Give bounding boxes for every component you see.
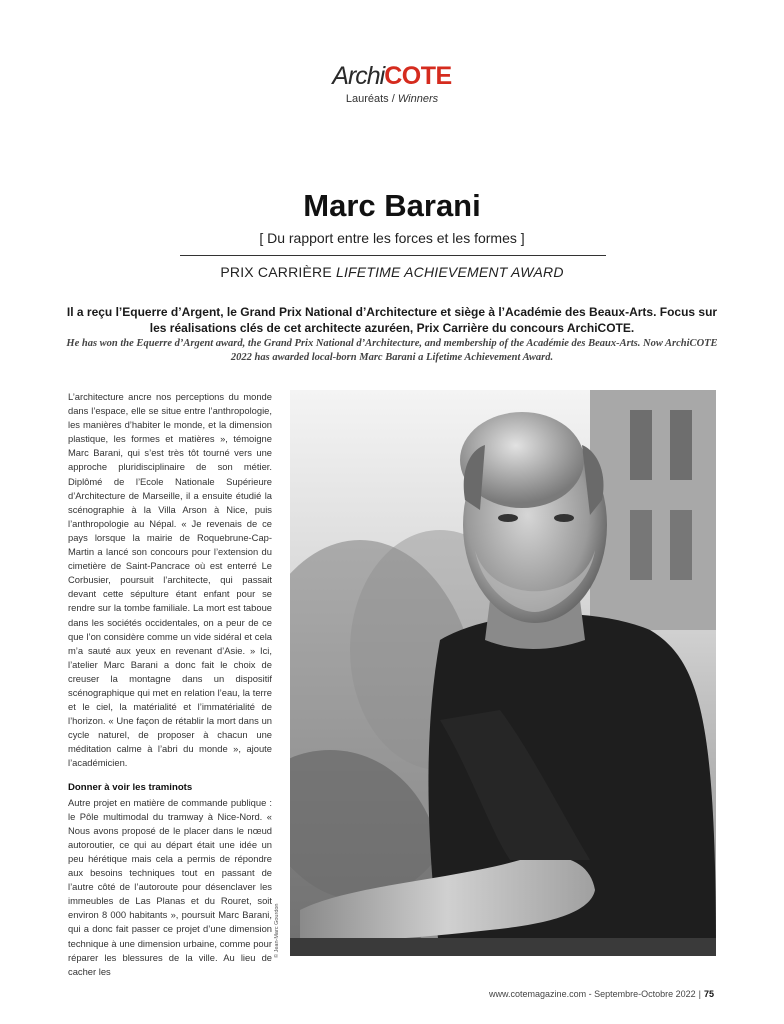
article-body-column [68, 390, 272, 979]
award-fr: PRIX CARRIÈRE [220, 264, 332, 280]
footer-site-link[interactable]: www.cotemagazine.com [489, 989, 587, 999]
section-label [0, 93, 784, 105]
body-paragraph-1: L’architecture ancre nos perceptions du monde dans l’espace, elle se situe entre l’anthropologie, les manières d’habiter le monde, et la dimension plastique, les formes et matières », témoigne Marc Barani, qui s’est très tôt tourné vers une approche pluridisciplinaire de son métier. Diplômé de l’Ecole Nationale Supérieure d’Architecture de Marseille, il a ensuite étudié la scénographie à la Villa Arson à Nice, puis l’anthropologie au Népal. « Je revenais de ce pays lorsque la mairie de Roquebrune-Cap-Martin a lancé son concours pour l’extension du cimetière de Saint-Pancrace où est enterré Le Corbusier, poursuit l’architecte, qui passait devant cette sépulture étant enfant pour se rendre sur la tombe familiale. La mort est taboue dans les sociétés occidentales, on a peur de ce que l’on considère comme un vide sidéral et cela m’a sauté aux yeux en revenant d’Asie. » Ici, l’atelier Marc Barani a donc fait le choix de creuser la montagne dans un dispositif scénographique qui met en relation l’eau, la terre et le ciel, la matérialité et l’immatérialité de l’horizon. « Une façon de rétablir la mort dans un cycle naturel, de proposer à chacun une méditation calme à l’abri du monde », ajoute l’académicien. [68, 391, 272, 769]
footer-separator: | [698, 989, 701, 999]
award-line [0, 264, 784, 280]
article-title: Marc Barani [303, 188, 481, 223]
intro-english: He has won the Equerre d’Argent award, the Grand Prix National d’Architecture, and membership of the Académie des Beaux-Arts. Now ArchiCOTE 2022 has awarded local-born Marc Barani a Lifetime Achievement Award. [66, 338, 718, 363]
body-subheading: Donner à voir les traminots [68, 781, 193, 793]
portrait-photo-graphic [290, 390, 716, 956]
logo-archi-text: Archi [332, 62, 385, 90]
portrait-photo [290, 390, 716, 956]
page-footer [489, 989, 714, 999]
logo-cote-text: COTE [384, 62, 452, 90]
section-label-fr: Lauréats [345, 93, 389, 105]
archicote-logo [0, 64, 784, 89]
page-number: 75 [703, 989, 714, 999]
section-label-sep: / [388, 93, 398, 105]
body-paragraph-2: Autre projet en matière de commande publique : le Pôle multimodal du tramway à Nice-Nord. « Nous avons proposé de le placer dans le nœud autoroutier, ce qui au départ était une idée un peu hérétique mais cela a permis de répondre aux besoins techniques tout en passant de l’autre côté de l’autoroute pour désenclaver les immeubles de Las Planas et du Rouret, soit environ 8 000 habitants », poursuit Marc Barani, qui a donc fait passer ce projet d’une dimension technique à une dimension urbaine, comme pour réparer les blessures de la ville. Au lieu de cacher les [68, 796, 272, 977]
title-divider [180, 255, 606, 256]
footer-issue: - Septembre-Octobre 2022 [586, 989, 696, 999]
award-en: LIFETIME ACHIEVEMENT AWARD [335, 264, 564, 280]
article-subtitle: [ Du rapport entre les forces et les formes ] [259, 230, 525, 246]
intro-french: Il a reçu l’Equerre d’Argent, le Grand Prix National d’Architecture et siège à l’Académie des Beaux-Arts. Focus sur les réalisations clés de cet architecte azuréen, Prix Carrière du concours ArchiCOTE. [66, 305, 718, 335]
photo-credit: © Jean-Marc Gourdon [274, 903, 280, 958]
section-label-en: Winners [397, 93, 439, 105]
